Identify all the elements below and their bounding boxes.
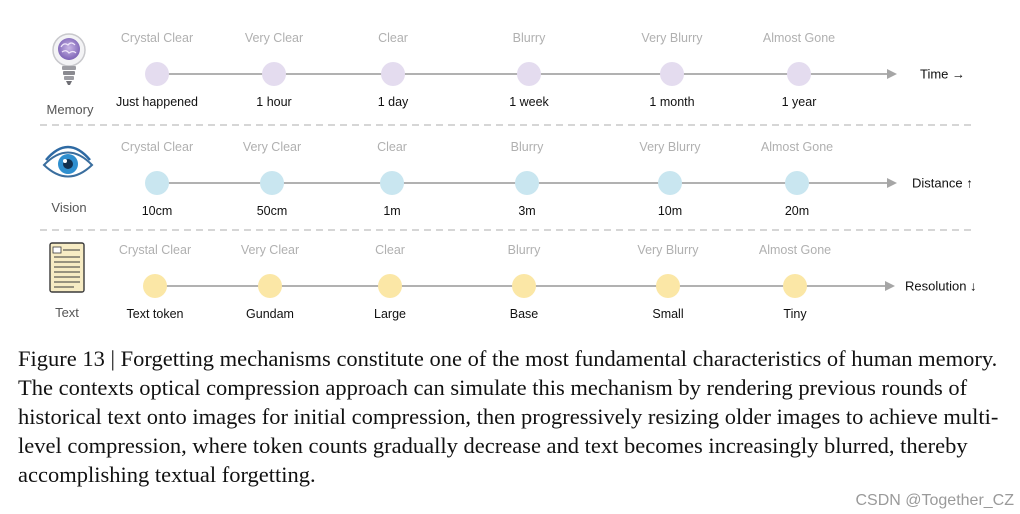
stage-value-label: 1m — [383, 204, 401, 218]
lightbulb-brain-icon — [53, 34, 85, 85]
stage-quality-label: Very Blurry — [637, 243, 699, 257]
stage-dot — [145, 62, 169, 86]
stage-value-label: Text token — [126, 307, 184, 321]
stage-value-label: Gundam — [246, 307, 294, 321]
axis-label: Time → — [920, 66, 966, 82]
stage-quality-label: Almost Gone — [760, 140, 834, 154]
stage-value-label: 20m — [784, 204, 810, 218]
stage-quality-label: Very Blurry — [639, 140, 701, 154]
stage-quality-label: Crystal Clear — [120, 31, 194, 45]
stage-quality-label: Crystal Clear — [118, 243, 192, 257]
stage-dot — [258, 274, 282, 298]
watermark: CSDN @Together_CZ — [855, 492, 1014, 509]
timeline-row-text — [119, 243, 977, 321]
stage-dot — [145, 171, 169, 195]
stage-dot — [658, 171, 682, 195]
stage-dot — [378, 274, 402, 298]
stage-dot — [380, 171, 404, 195]
stage-value-label: 50cm — [256, 204, 288, 218]
stage-quality-label: Blurry — [507, 243, 541, 257]
timeline-row-vision — [121, 140, 973, 218]
stage-quality-label: Blurry — [510, 140, 544, 154]
axis-label: Distance ↑ — [912, 175, 973, 191]
stage-value-label: 1 week — [509, 95, 549, 109]
stage-quality-label: Very Blurry — [641, 31, 703, 45]
stage-dot — [262, 62, 286, 86]
stage-value-label: 1 year — [781, 95, 817, 109]
stage-value-label: 1 month — [649, 95, 695, 109]
stage-dot — [512, 274, 536, 298]
timeline-row-memory — [116, 31, 965, 109]
stage-quality-label: Clear — [375, 243, 405, 257]
stage-quality-label: Clear — [377, 140, 407, 154]
stage-quality-label: Very Clear — [244, 31, 304, 45]
stage-value-label: Base — [509, 307, 539, 321]
stage-quality-label: Very Clear — [242, 140, 302, 154]
eye-icon — [44, 147, 92, 177]
stage-dot — [785, 171, 809, 195]
figure-caption: Figure 13 | Forgetting mechanisms constitute one of the most fundamental characteristics of human memory. The contexts optical compression approach can simulate this mechanism by rendering previous rounds of historical text onto images for initial compression, then progressively resizing older images to achieve multi-level compression, where token counts gradually decrease and text becomes increasingly blurred, thereby accomplishing textual forgetting. — [18, 346, 999, 487]
stage-dot — [260, 171, 284, 195]
stage-quality-label: Very Clear — [240, 243, 300, 257]
stage-quality-label: Blurry — [512, 31, 546, 45]
stage-value-label: Large — [374, 307, 406, 321]
stage-value-label: Tiny — [783, 307, 807, 321]
document-icon — [50, 243, 84, 292]
stage-dot — [517, 62, 541, 86]
row-label: Vision — [51, 200, 87, 215]
stage-quality-label: Almost Gone — [762, 31, 836, 45]
stage-value-label: Just happened — [115, 95, 199, 109]
stage-value-label: 10m — [657, 204, 683, 218]
stage-quality-label: Clear — [378, 31, 408, 45]
stage-dot — [143, 274, 167, 298]
axis-label: Resolution ↓ — [905, 278, 977, 294]
row-label: Memory — [46, 102, 94, 117]
stage-dot — [515, 171, 539, 195]
stage-dot — [381, 62, 405, 86]
stage-dot — [660, 62, 684, 86]
stage-dot — [783, 274, 807, 298]
stage-quality-label: Almost Gone — [758, 243, 832, 257]
stage-value-label: 10cm — [141, 204, 173, 218]
stage-value-label: 3m — [518, 204, 536, 218]
stage-value-label: 1 day — [377, 95, 409, 109]
stage-dot — [787, 62, 811, 86]
row-label: Text — [55, 305, 79, 320]
stage-value-label: 1 hour — [256, 95, 292, 109]
stage-dot — [656, 274, 680, 298]
stage-quality-label: Crystal Clear — [120, 140, 194, 154]
stage-value-label: Small — [652, 307, 684, 321]
